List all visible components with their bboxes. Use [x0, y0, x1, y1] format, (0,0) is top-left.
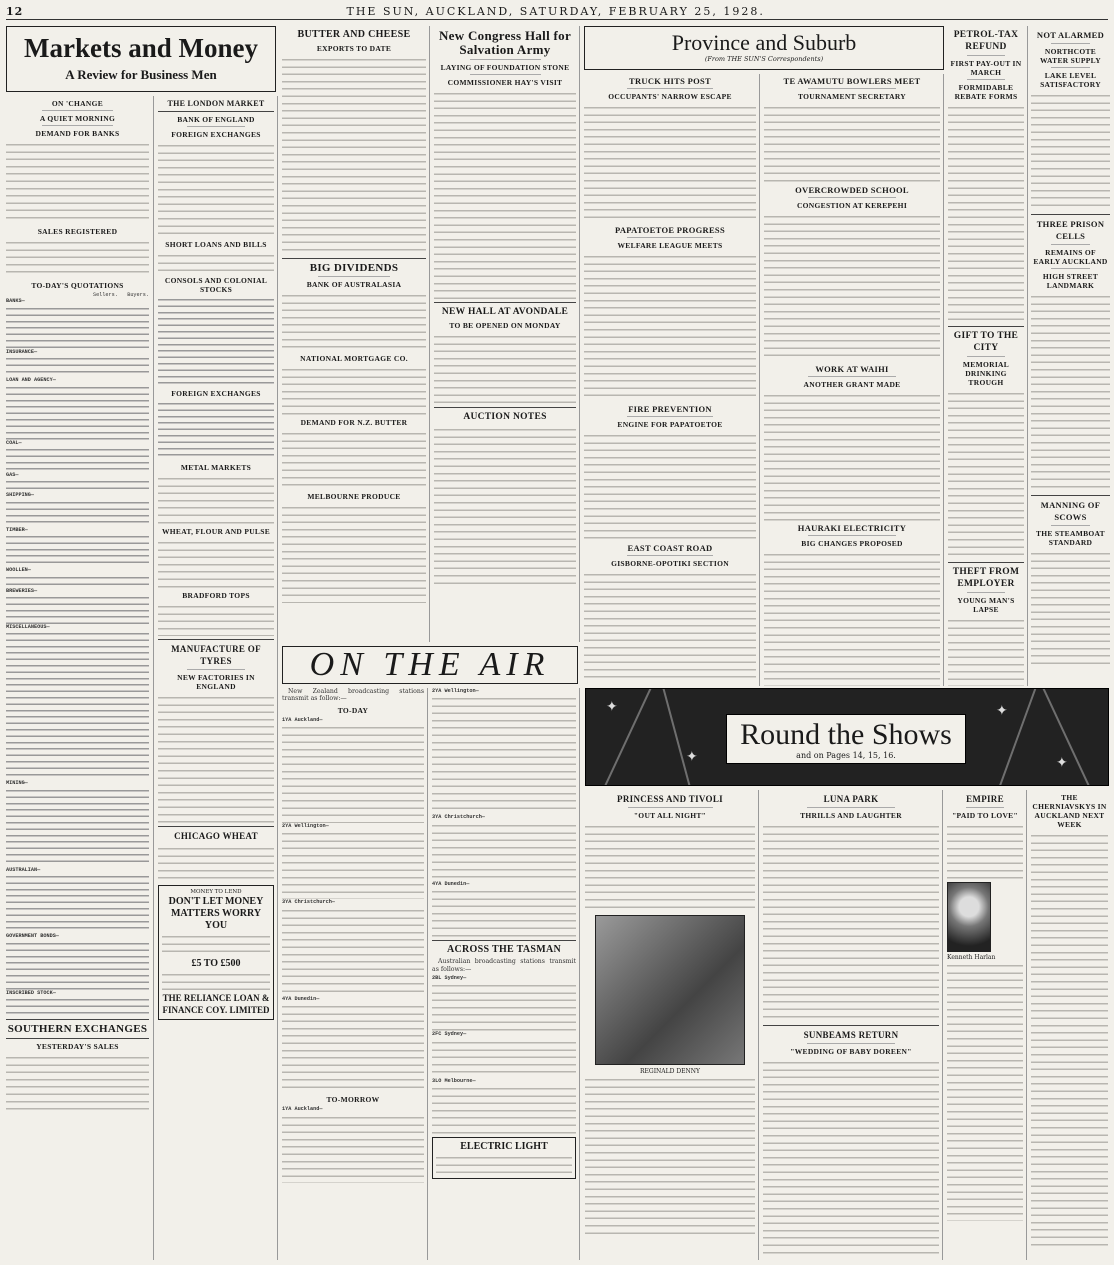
- station-4ya-r: 4YA Dunedin—: [432, 880, 470, 887]
- big-changes-heading: BIG CHANGES PROPOSED: [801, 539, 903, 548]
- welfare-heading: WELFARE LEAGUE MEETS: [617, 241, 723, 250]
- baby-doreen-heading: "WEDDING OF BABY DOREEN": [790, 1047, 912, 1056]
- luna-park-heading: LUNA PARK: [823, 794, 879, 804]
- markets-title: Markets and Money: [24, 33, 258, 63]
- electric-light-ad: [432, 1137, 576, 1179]
- air-intro: New Zealand broadcasting stations transmit as follow:—: [282, 688, 424, 703]
- round-shows-title: Round the Shows: [740, 717, 952, 751]
- butter-cheese-heading: BUTTER AND CHEESE: [297, 29, 411, 40]
- empire-heading: EMPIRE: [966, 794, 1004, 804]
- group-banks: BANKS—: [6, 298, 149, 348]
- air-col-left: [282, 688, 428, 1260]
- group-inscribed: INSCRIBED STOCK—: [6, 990, 149, 1016]
- london-column: [158, 96, 278, 1260]
- thrills-heading: THRILLS AND LAUGHTER: [800, 811, 902, 820]
- reliance-loan-ad: [158, 885, 274, 1020]
- photo-caption: REGINALD DENNY: [640, 1068, 700, 1075]
- province-subtitle: (From THE SUN'S Correspondents): [704, 55, 824, 63]
- theft-heading: THEFT FROM EMPLOYER: [952, 567, 1020, 589]
- newspaper-dateline: THE SUN, AUCKLAND, SATURDAY, FEBRUARY 25, 1928.: [346, 5, 765, 18]
- on-change-heading: ON 'CHANGE: [51, 99, 104, 108]
- kenneth-harlan-photo: [947, 882, 991, 952]
- group-insurance: INSURANCE—: [6, 349, 149, 377]
- star-icon: ✦: [1056, 755, 1068, 771]
- ad-amount: £5 TO £500: [191, 958, 241, 970]
- province-title: Province and Suburb: [671, 30, 857, 55]
- grant-heading: ANOTHER GRANT MADE: [803, 380, 901, 389]
- first-payout-heading: FIRST PAY-OUT IN MARCH: [950, 59, 1022, 77]
- cherniavskys-heading: THE CHERNIAVSKYS IN AUCKLAND NEXT WEEK: [1032, 793, 1107, 829]
- big-dividends-heading: BIG DIVIDENDS: [309, 262, 399, 274]
- foreign-exchanges-heading: FOREIGN EXCHANGES: [171, 130, 261, 139]
- petrol-tax-heading: PETROL-TAX REFUND: [953, 30, 1019, 52]
- paid-to-love-heading: "PAID TO LOVE": [952, 811, 1018, 820]
- tomorrow-heading: TO-MORROW: [326, 1095, 380, 1105]
- round-shows-banner: [585, 688, 1109, 786]
- engine-heading: ENGINE FOR PAPATOETOE: [617, 420, 723, 429]
- empire-column: [947, 790, 1027, 1260]
- petrol-body: [948, 26, 1028, 686]
- school-heading: OVERCROWDED SCHOOL: [795, 185, 909, 195]
- quiet-morning-heading: A QUIET MORNING: [39, 114, 116, 123]
- station-2ya: 2YA Wellington—: [282, 823, 329, 829]
- demand-butter-heading: DEMAND FOR N.Z. BUTTER: [300, 418, 408, 427]
- truck-heading: TRUCK HITS POST: [629, 76, 711, 86]
- round-shows-plate: [726, 714, 966, 764]
- exports-heading: EXPORTS TO DATE: [316, 44, 392, 53]
- star-icon: ✦: [996, 703, 1008, 719]
- remains-heading: REMAINS OF EARLY AUCKLAND: [1033, 248, 1108, 266]
- group-shipping: SHIPPING—: [6, 492, 149, 526]
- station-3ya-r: 3YA Christchurch—: [432, 814, 485, 821]
- young-man-heading: YOUNG MAN'S LAPSE: [957, 596, 1015, 614]
- markets-body: [6, 96, 154, 1260]
- scows-heading: MANNING OF SCOWS: [1040, 500, 1101, 522]
- ad-company: THE RELIANCE LOAN & FINANCE COY. LIMITED: [162, 993, 270, 1016]
- page-number: 12: [6, 5, 24, 18]
- tasman-intro: Australian broadcasting stations transmit as follows:—: [432, 958, 576, 973]
- buyers-col: Buyers.: [127, 292, 149, 298]
- congress-hall-heading: New Congress Hall for Salvation Army: [438, 28, 572, 57]
- group-gas: GAS—: [6, 472, 149, 492]
- demand-banks-heading: DEMAND FOR BANKS: [35, 129, 120, 138]
- star-icon: ✦: [606, 699, 618, 715]
- new-factories-heading: NEW FACTORIES IN ENGLAND: [177, 673, 255, 691]
- not-alarmed-heading: NOT ALARMED: [1036, 30, 1105, 40]
- landmark-heading: HIGH STREET LANDMARK: [1042, 272, 1099, 290]
- yesterdays-sales-heading: YESTERDAY'S SALES: [36, 1042, 119, 1052]
- quotations-heading: TO-DAY'S QUOTATIONS: [31, 281, 124, 290]
- group-australian: AUSTRALIAN—: [6, 867, 149, 933]
- melbourne-produce-heading: MELBOURNE PRODUCE: [307, 492, 401, 501]
- round-shows-pages: and on Pages 14, 15, 16.: [796, 750, 896, 760]
- reginald-denny-photo: [595, 915, 745, 1065]
- national-mortgage-heading: NATIONAL MORTGAGE CO.: [300, 354, 408, 363]
- chicago-wheat-heading: CHICAGO WHEAT: [174, 831, 258, 841]
- province-col-right: [764, 74, 944, 686]
- quotation-groups: [6, 298, 149, 1016]
- luna-column: [763, 790, 943, 1260]
- avondale-heading: NEW HALL AT AVONDALE: [441, 307, 569, 317]
- cherniavsky-column: [1031, 790, 1110, 1260]
- group-misc: MISCELLANEOUS—: [6, 624, 149, 780]
- group-loan: LOAN AND AGENCY—: [6, 377, 149, 439]
- markets-subtitle: A Review for Business Men: [65, 67, 217, 82]
- foreign-exch2-heading: FOREIGN EXCHANGES: [171, 389, 261, 398]
- group-timber: TIMBER—: [6, 527, 149, 567]
- markets-header-span: [6, 26, 276, 92]
- auction-notes-heading: AUCTION NOTES: [463, 412, 547, 422]
- southern-exchanges-heading: SOUTHERN EXCHANGES: [7, 1023, 148, 1036]
- bank-australasia-heading: BANK OF AUSTRALASIA: [306, 280, 402, 289]
- northcote-heading: NORTHCOTE WATER SUPPLY: [1040, 47, 1101, 65]
- bradford-tops-heading: BRADFORD TOPS: [182, 591, 250, 600]
- air-col-right: [432, 688, 580, 1260]
- wheat-flour-heading: WHEAT, FLOUR AND PULSE: [162, 527, 270, 536]
- star-icon: ✦: [686, 749, 698, 765]
- photo2-caption: Kenneth Harlan: [947, 954, 996, 961]
- station-3lo: 3LO Melbourne—: [432, 1077, 476, 1084]
- kerepehi-heading: CONGESTION AT KEREPEHI: [796, 201, 908, 210]
- princess-column: [585, 790, 759, 1260]
- across-tasman-heading: ACROSS THE TASMAN: [446, 944, 562, 956]
- masthead: [6, 4, 1108, 20]
- today-heading: TO-DAY: [337, 705, 369, 715]
- station-2ya-r: 2YA Wellington—: [432, 688, 479, 694]
- sunbeams-heading: SUNBEAMS RETURN: [803, 1030, 899, 1040]
- foundation-stone-heading: LAYING OF FOUNDATION STONE: [440, 63, 570, 72]
- bank-england-heading: BANK OF ENGLAND: [177, 115, 255, 124]
- east-coast-heading: EAST COAST ROAD: [627, 543, 713, 553]
- electric-light-title: ELECTRIC LIGHT: [460, 1141, 548, 1153]
- bowlers-heading: TE AWAMUTU BOWLERS MEET: [783, 76, 921, 86]
- station-4ya: 4YA Dunedin—: [282, 995, 320, 1002]
- province-col-left: [584, 74, 760, 686]
- tournament-heading: TOURNAMENT SECRETARY: [797, 92, 907, 101]
- commissioner-heading: COMMISSIONER HAY'S VISIT: [447, 78, 563, 87]
- province-header: [584, 26, 944, 70]
- hauraki-heading: HAURAKI ELECTRICITY: [797, 523, 907, 533]
- group-coal: COAL—: [6, 440, 149, 472]
- drinking-trough-heading: MEMORIAL DRINKING TROUGH: [962, 360, 1010, 387]
- steamboat-heading: THE STEAMBOAT STANDARD: [1036, 529, 1105, 547]
- station-1ya-tomorrow: 1YA Auckland—: [282, 1106, 323, 1113]
- group-govt-bonds: GOVERNMENT BONDS—: [6, 933, 149, 989]
- group-breweries: BREWERIES—: [6, 588, 149, 624]
- ad-title: DON'T LET MONEY MATTERS WORRY YOU: [168, 896, 264, 932]
- station-1ya: 1YA Auckland—: [282, 716, 323, 723]
- tyres-heading: MANUFACTURE OF TYRES: [171, 644, 261, 666]
- metal-markets-heading: METAL MARKETS: [180, 463, 252, 472]
- on-the-air-banner: ON THE AIR: [282, 646, 578, 684]
- money-to-lend: MONEY TO LEND: [190, 889, 242, 895]
- short-loans-heading: SHORT LOANS AND BILLS: [165, 240, 267, 249]
- prison-cells-heading: THREE PRISON CELLS: [1036, 219, 1105, 241]
- station-2fc: 2FC Sydney—: [432, 1031, 467, 1038]
- papatoetoe-heading: PAPATOETOE PROGRESS: [614, 225, 725, 235]
- out-all-night-heading: "OUT ALL NIGHT": [633, 811, 707, 820]
- london-market-heading: THE LONDON MARKET: [167, 99, 265, 108]
- not-alarmed-column: [1031, 26, 1110, 686]
- princess-heading: PRINCESS AND TIVOLI: [617, 794, 723, 804]
- narrow-escape-heading: OCCUPANTS' NARROW ESCAPE: [608, 92, 732, 101]
- group-woollen: WOOLLEN—: [6, 567, 149, 587]
- sellers-col: Sellers.: [92, 292, 118, 298]
- avondale-sub: TO BE OPENED ON MONDAY: [449, 321, 561, 330]
- station-2bl: 2BL Sydney—: [432, 974, 467, 981]
- butter-column: [282, 26, 430, 642]
- fire-prevention-heading: FIRE PREVENTION: [628, 404, 712, 414]
- gift-city-heading: GIFT TO THE CITY: [953, 331, 1019, 353]
- lake-level-heading: LAKE LEVEL SATISFACTORY: [1040, 71, 1101, 89]
- station-3ya: 3YA Christchurch—: [282, 899, 335, 906]
- sales-registered-heading: SALES REGISTERED: [37, 227, 118, 236]
- gisborne-heading: GISBORNE-OPOTIKI SECTION: [611, 559, 729, 568]
- congress-column: [434, 26, 580, 642]
- group-mining: MINING—: [6, 780, 149, 866]
- consols-heading: CONSOLS AND COLONIAL STOCKS: [164, 276, 268, 294]
- waihi-heading: WORK AT WAIHI: [815, 364, 889, 374]
- rebate-forms-heading: FORMIDABLE REBATE FORMS: [954, 83, 1018, 101]
